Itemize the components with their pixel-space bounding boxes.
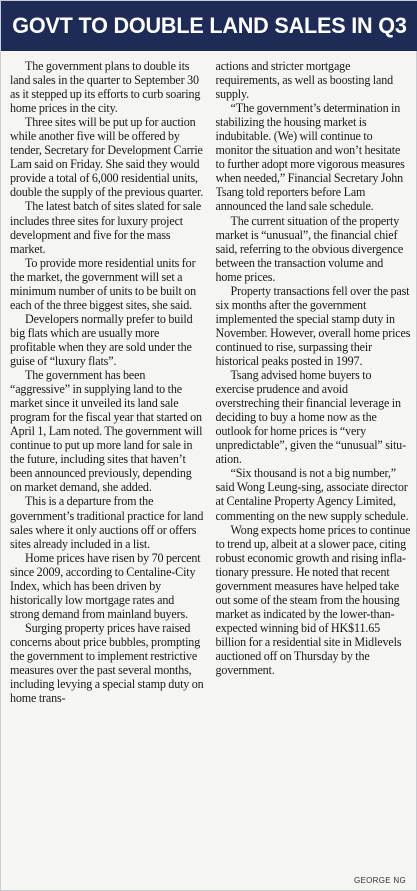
article-body (10, 59, 411, 871)
paragraph: Home prices have risen by 70 percent since 2009, according to Centaline-City Index, which has been driven by historically low mortgage rates and strong demand from mainland buyers. (10, 550, 201, 621)
paragraph: The current situation of the property market is “unusual”, the financial chief said, referring to the obvious divergence between the transaction volume and home prices. (215, 213, 404, 284)
left-column (10, 59, 206, 871)
paragraph: Three sites will be put up for auction while another five will be offered by tender, Secretary for Development Carrie Lam said on Friday. She said they would provide a total of 6,000 residential units, double the supply of the previous quarter. (10, 115, 204, 200)
paragraph: Wong expects home prices to continue to trend up, albeit at a slower pace, citing robust economic growth and rising inflationary pressure. He noted that recent government measures have helped take out some of the steam from the housing market as indicated by the lower-than-expected winning bid of HK$11.65 billion for a residential site in Midlevels auctioned off on Thursday by the government. (215, 522, 411, 678)
paragraph: “Six thousand is not a big number,” said Wong Leung-sing, associate director at Centaline Property Agency Limited, commenting on the new supply schedule. (215, 466, 409, 523)
paragraph: The government has been “aggressive” in supplying land to the market since it unveiled its land sale program for the fiscal year that started on April 1, Lam noted. The government will continue to put up more land for sale in the future, including sites that haven’t been announced previously, depending on market demand, she added. (10, 368, 203, 495)
right-column (216, 59, 412, 871)
paragraph: This is a departure from the government’s traditional practice for land sales where it only auctions off or offers sites already included in a list. (10, 494, 204, 551)
paragraph-continued: actions and stricter mortgage requirements, as well as boosting land supply. (215, 59, 394, 102)
paragraph: Surging property prices have raised concerns about price bubbles, prompting the government to implement restrictive measures over the past several months, including levying a special stamp duty on home trans- (10, 620, 204, 706)
paragraph: The latest batch of sites slated for sale includes three sites for luxury project development and five for the mass market. (10, 199, 202, 256)
byline: GEORGE NG (353, 876, 406, 885)
paragraph: Property transactions fell over the past six months after the government implemented the special stamp duty in November. However, overall home prices continued to rise, surpassing their historical peaks posted in 1997. (215, 283, 411, 368)
paragraph: The government plans to double its land sales in the quarter to September 30 as it stepped up its efforts to curb soaring home prices in the city. (10, 59, 201, 116)
headline: GOVT TO DOUBLE LAND SALES IN Q3 (12, 13, 407, 38)
paragraph: To provide more residential units for the market, the government will set a minimum number of units to be built on each of the three biggest sites, she said. (10, 255, 197, 312)
paragraph: “The government’s determination in stabilizing the housing market is indubitable. (We) will continue to monitor the situation and won’t hesitate to further adopt more vigorous measures when needed,” Financial Secretary John Tsang told reporters before Lam announced the land sale schedule. (215, 101, 405, 214)
paragraph: Developers normally prefer to build big flats which are usually more profitable when they are sold under the guise of “luxury flats”. (10, 311, 193, 368)
paragraph: Tsang advised home buyers to exercise prudence and avoid overstreching their financial leverage in deciding to buy a home now as the outlook for home prices is “very unpredictable”, given the “unusual” situation. (215, 368, 407, 467)
headline-bar (1, 1, 417, 51)
